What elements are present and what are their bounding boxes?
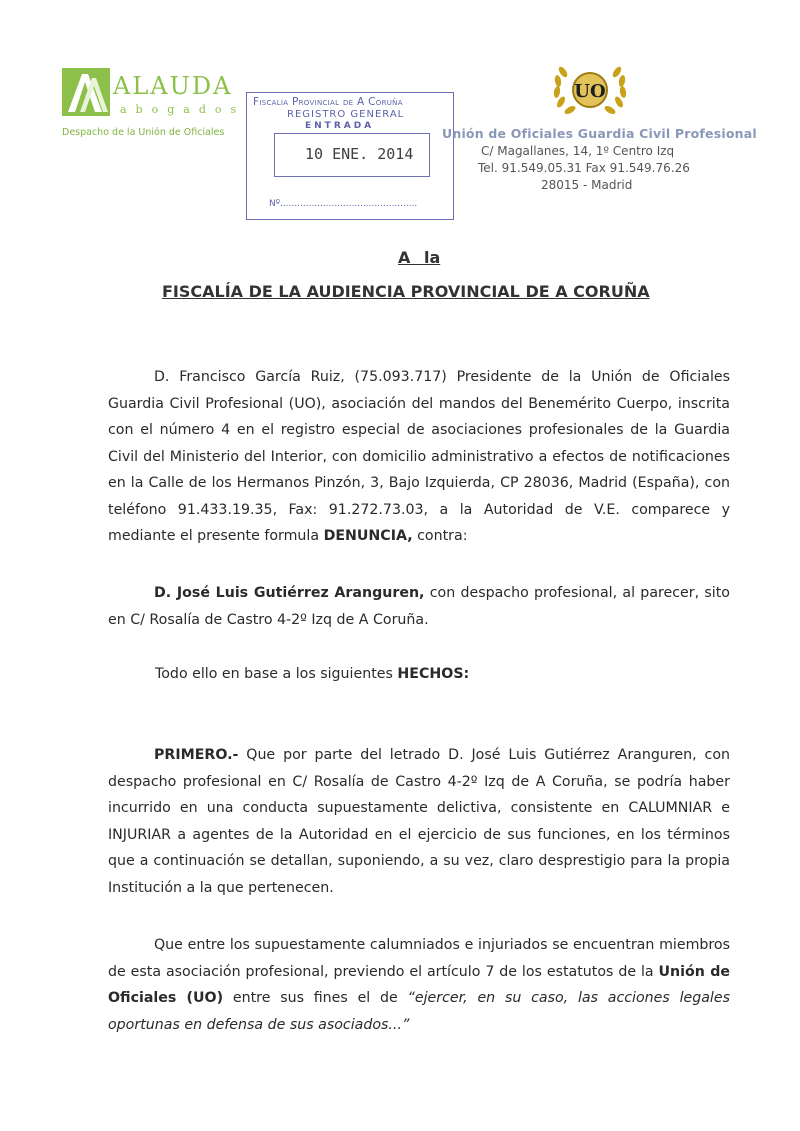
registry-stamp: [246, 92, 454, 220]
uo-city: 28015 - Madrid: [541, 178, 633, 192]
addressee-title: FISCALÍA DE LA AUDIENCIA PROVINCIAL DE A CORUÑA: [162, 282, 650, 301]
alauda-logo-icon: [62, 68, 110, 116]
stamp-number: Nº................................................: [269, 199, 418, 209]
stamp-office: Fiscalía Provincial de A Coruña: [253, 96, 403, 108]
svg-text:UO: UO: [574, 81, 606, 102]
addressee-line: A la: [398, 248, 441, 267]
uo-organization-name: Unión de Oficiales Guardia Civil Profesional: [442, 126, 757, 141]
stamp-registry: REGISTRO GENERAL: [287, 109, 405, 120]
stamp-entry: ENTRADA: [305, 121, 375, 131]
paragraph-association: Que entre los supuestamente calumniados e injuriados se encuentran miembros de esta asociación profesional, previendo el artículo 7 de los estatutos de la Unión de Oficiales (UO) entre sus fines el de “ejercer, en su caso, las acciones legales oportunas en defensa de sus asociados...”: [108, 937, 730, 1033]
paragraph-intro: D. Francisco García Ruiz, (75.093.717) Presidente de la Unión de Oficiales Guardia Civil Profesional (UO), asociación del mandos del Benemérito Cuerpo, inscrita con el número 4 en el registro especial de asociaciones profesionales de la Guardia Civil del Ministerio del Interior, con domicilio administrativo a efectos de notificaciones en la Calle de los Hermanos Pinzón, 3, Bajo Izquierda, CP 28036, Madrid (España), con teléfono 91.433.19.35, Fax: 91.272.73.03, a la Autoridad de V.E. comparece y mediante el presente formula DENUNCIA, contra:: [108, 369, 730, 544]
paragraph-facts-intro: Todo ello en base a los siguientes HECHOS:: [155, 666, 470, 682]
stamp-date: 10 ENE. 2014: [305, 145, 414, 163]
paragraph-defendant: D. José Luis Gutiérrez Aranguren, con despacho profesional, al parecer, sito en C/ Rosalía de Castro 4-2º Izq de A Coruña.: [108, 585, 730, 628]
logo-subtitle: abogados: [120, 103, 246, 116]
logo-wordmark: ALAUDA: [113, 72, 233, 100]
paragraph-first-fact: PRIMERO.- Que por parte del letrado D. José Luis Gutiérrez Aranguren, con despacho profesional en C/ Rosalía de Castro 4-2º Izq de A Coruña, se podría haber incurrido en una conducta supuestamente delictiva, consistente en CALUMNIAR e INJURIAR a agentes de la Autoridad en el ejercicio de sus funciones, en los términos que a continuación se detallan, suponiendo, a su vez, claro desprestigio para la propia Institución a la que pertenecen.: [108, 747, 730, 896]
laurel-emblem-icon: [545, 62, 635, 124]
uo-address: C/ Magallanes, 14, 1º Centro Izq: [481, 144, 675, 158]
logo-tagline: Despacho de la Unión de Oficiales: [62, 127, 225, 138]
uo-phones: Tel. 91.549.05.31 Fax 91.549.76.26: [478, 161, 690, 175]
